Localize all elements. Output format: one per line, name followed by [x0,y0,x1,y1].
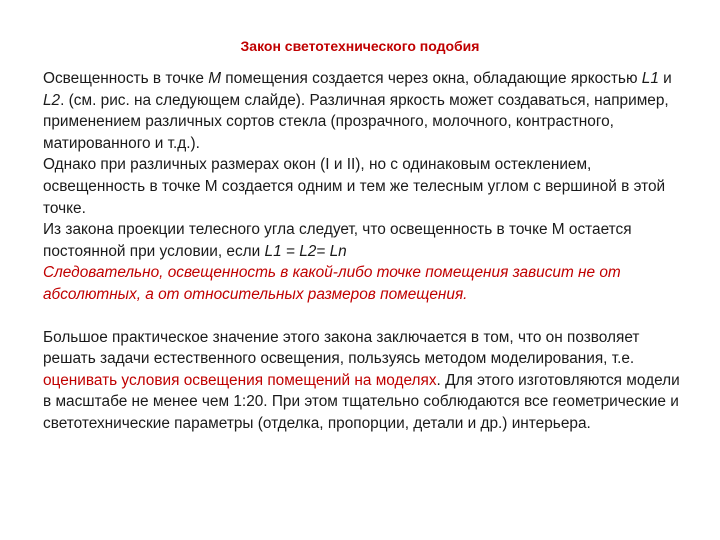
paragraph-window-sizes: Однако при различных размерах окон (I и II), но с одинаковым остеклением, освещенность в точке М создается одним и тем же телесным углом с вершиной в этой точке. [43,156,666,217]
paragraph-gap [43,306,683,327]
paragraph-illuminance [43,68,683,154]
paragraph-modeling [43,327,683,435]
highlighted-text: оценивать условия освещения помещений на моделях [43,371,437,389]
brightness-formula: L1 = L2= Ln [264,242,347,260]
brightness-l2-label: L2 [43,91,61,109]
text-segment: помещения создается через окна, обладающие яркостью [221,70,642,87]
text-segment: Из закона проекции телесного угла следует, что освещенность в точке М остается постоянной при условии, если [43,221,632,260]
brightness-l1-label: L1 [641,70,659,87]
text-segment: Освещенность в точке [43,70,209,87]
text-segment: и [658,70,672,87]
paragraph-conclusion: Следовательно, освещенность в какой-либо точке помещения зависит не от абсолютных, а от относительных размеров помещения. [43,264,621,303]
paragraph-solid-angle [43,219,683,262]
slide-body [43,68,683,435]
text-segment: . (см. рис. на следующем слайде). Различная яркость может создаваться, например, применением различных сортов стекла (прозрачного, молочного, контрастного, матированного и т.д.). [43,91,669,152]
slide-title: Закон светотехнического подобия [240,38,480,54]
text-segment: . Для этого изготовляются модели в масштабе не менее чем 1:20. При этом тщательно соблюдаются все геометрические и светотехнические параметры (отделка, пропорции, детали и др.) интерьера. [43,371,680,432]
text-segment: Большое практическое значение этого закона заключается в том, что он позволяет решать задачи естественного освещения, пользуясь методом моделирования, т.е. [43,328,640,368]
point-m-label: М [208,70,222,87]
